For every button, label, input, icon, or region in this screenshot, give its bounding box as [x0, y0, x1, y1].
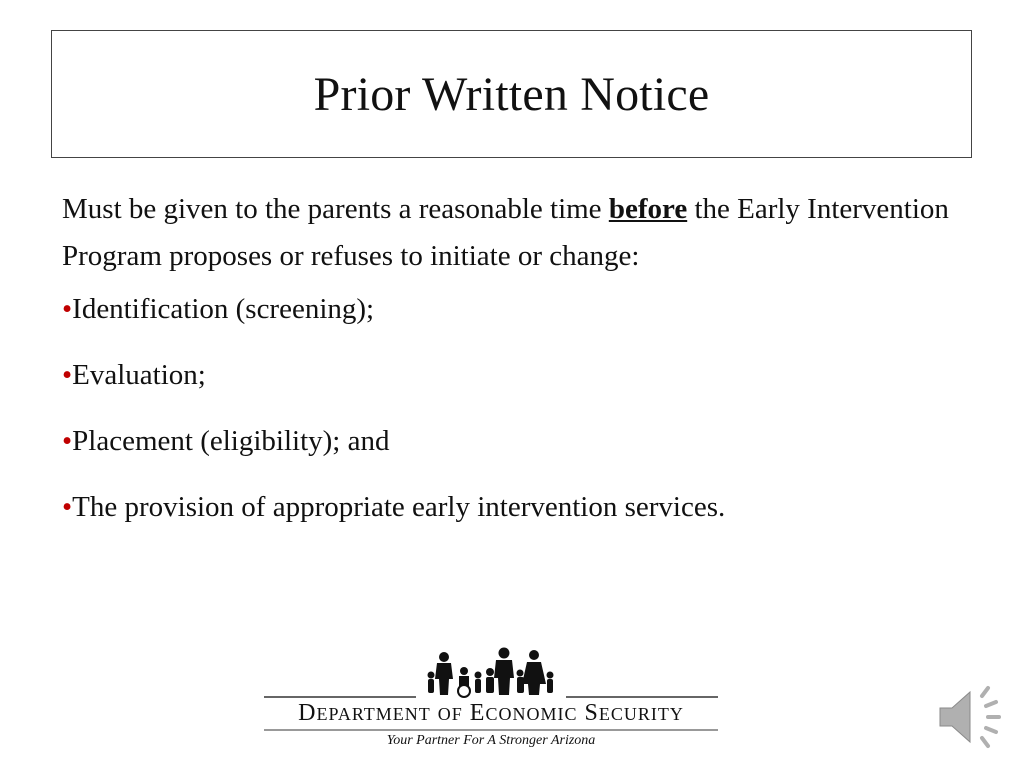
bullet-text: Identification (screening); [72, 293, 375, 325]
bullet-item [62, 490, 962, 524]
intro-text-after: the Early Intervention Program proposes or refuses to initiate or change: [62, 193, 949, 272]
bullet-dot: • [62, 359, 73, 391]
bullet-text: Placement (eligibility); and [72, 425, 390, 457]
slide-body [62, 186, 962, 556]
logo-tagline: Your Partner For A Stronger Arizona [386, 733, 596, 748]
bullet-item [62, 292, 962, 326]
intro-emphasis: before [608, 193, 688, 225]
bullet-item [62, 358, 962, 392]
bullet-dot: • [62, 491, 73, 523]
bullet-item [62, 424, 962, 458]
bullet-text: Evaluation; [72, 359, 206, 391]
bullet-list [62, 292, 962, 524]
bullet-dot: • [62, 425, 73, 457]
slide-title: Prior Written Notice [313, 67, 710, 121]
speaker-audio-icon[interactable] [936, 682, 1006, 752]
intro-text-before: Must be given to the parents a reasonable time [62, 193, 609, 225]
bullet-dot: • [62, 293, 73, 325]
family-silhouette-logo-icon [264, 645, 718, 705]
department-name: DEPARTMENT OF ECONOMIC SECURITY [298, 700, 684, 726]
des-logo [264, 645, 718, 753]
bullet-text: The provision of appropriate early intervention services. [72, 491, 726, 523]
logo-divider [264, 728, 718, 732]
intro-paragraph [62, 186, 962, 280]
title-box [51, 30, 972, 158]
